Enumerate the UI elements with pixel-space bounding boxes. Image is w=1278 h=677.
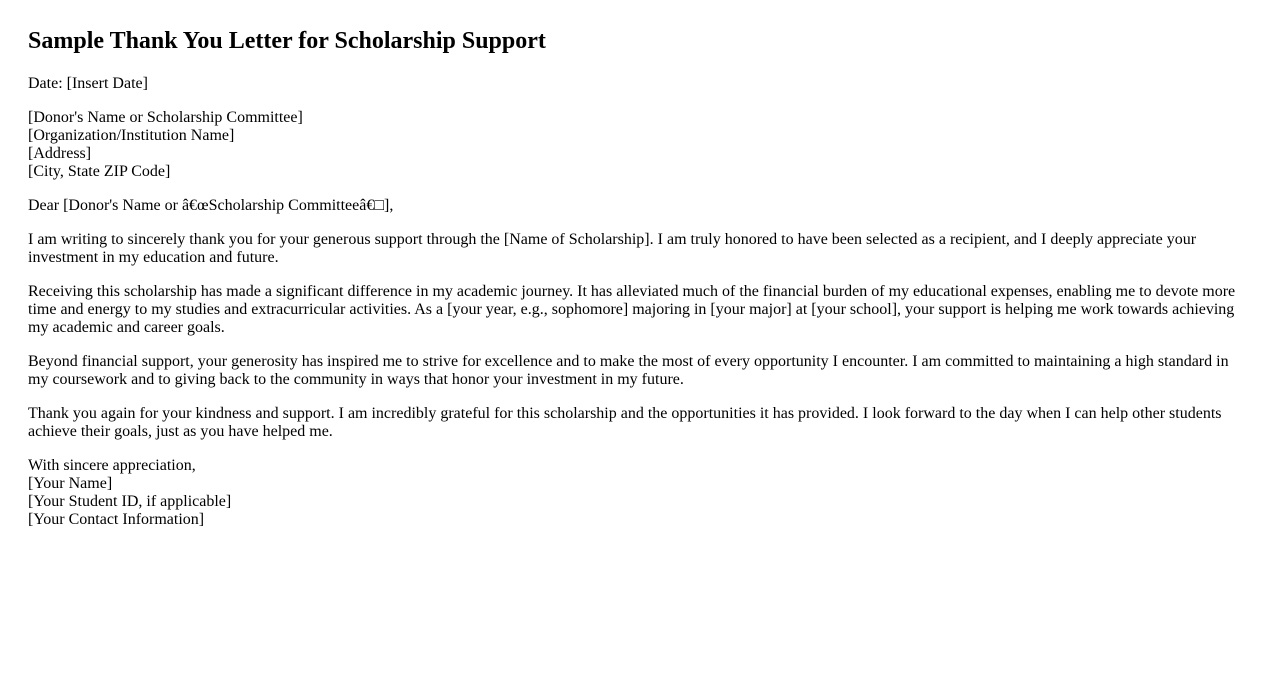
address-line: [Address] xyxy=(28,145,92,162)
address-line: [City, State ZIP Code] xyxy=(28,163,171,180)
body-paragraph: Thank you again for your kindness and support. I am incredibly grateful for this scholarship and the opportunities it has provided. I look forward to the day when I can help other students achieve their goals, just as you have helped me. xyxy=(28,405,1222,440)
address-line: [Donor's Name or Scholarship Committee] xyxy=(28,109,303,126)
date-line: Date: [Insert Date] xyxy=(28,75,148,92)
closing-block xyxy=(28,457,1250,529)
letter-page xyxy=(0,27,1278,529)
body-paragraph: Beyond financial support, your generosity has inspired me to strive for excellence and to make the most of every opportunity I encounter. I am committed to maintaining a high standard in my coursework and to giving back to the community in ways that honor your investment in my future. xyxy=(28,353,1229,388)
recipient-address-block xyxy=(28,109,1250,181)
salutation: Dear [Donor's Name or â€œScholarship Committeeâ€□], xyxy=(28,197,394,214)
address-line: [Organization/Institution Name] xyxy=(28,127,235,144)
signature-student-id: [Your Student ID, if applicable] xyxy=(28,493,232,510)
body-paragraph: Receiving this scholarship has made a significant difference in my academic journey. It has alleviated much of the financial burden of my educational expenses, enabling me to devote more time and energy to my studies and extracurricular activities. As a [your year, e.g., sophomore] majoring in [your major] at [your school], your support is helping me work towards achieving my academic and career goals. xyxy=(28,283,1236,336)
signature-contact: [Your Contact Information] xyxy=(28,511,205,528)
body-paragraph: I am writing to sincerely thank you for your generous support through the [Name of Scholarship]. I am truly honored to have been selected as a recipient, and I deeply appreciate your investment in my education and future. xyxy=(28,231,1197,266)
page-title: Sample Thank You Letter for Scholarship Support xyxy=(28,28,546,54)
closing-line: With sincere appreciation, xyxy=(28,457,196,474)
signature-name: [Your Name] xyxy=(28,475,113,492)
